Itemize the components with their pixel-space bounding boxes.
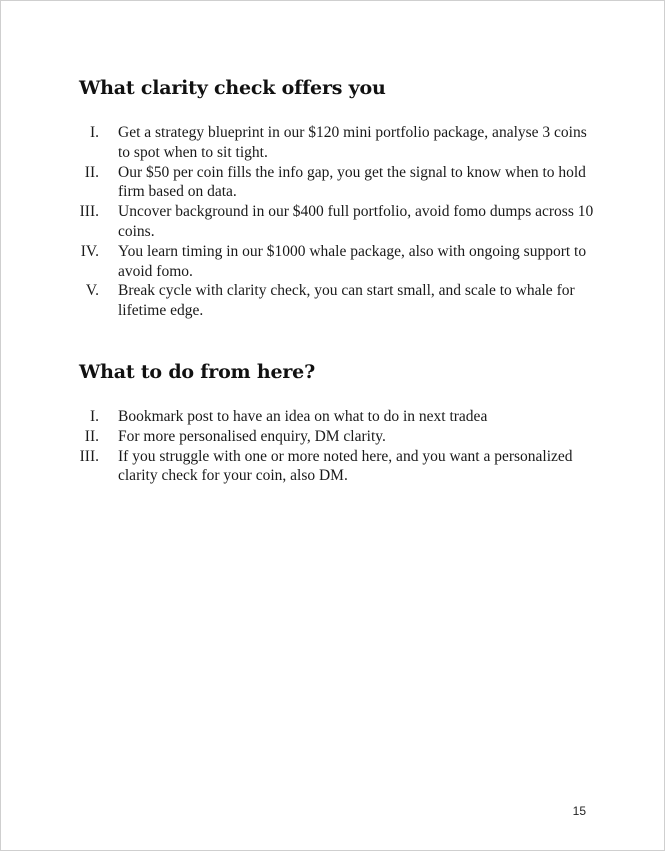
list-item-text: For more personalised enquiry, DM clarity. — [118, 427, 386, 445]
list-numeral: I. — [89, 408, 99, 425]
list-item-text: Get a strategy blueprint in our $120 mini portfolio package, analyse 3 coins to spot when to sit tight. — [118, 124, 587, 161]
list-item-text: Uncover background in our $400 full portfolio, avoid fomo dumps across 10 coins. — [118, 203, 594, 240]
list-item — [71, 447, 601, 487]
list-item — [71, 427, 601, 447]
list-item — [71, 123, 601, 163]
list-item-text: Bookmark post to have an idea on what to do in next tradea — [118, 408, 488, 425]
page-number: 15 — [572, 804, 586, 818]
list-item — [71, 281, 601, 321]
section-title-clarity-offers: What clarity check offers you — [79, 77, 386, 99]
clarity-offers-list — [71, 123, 601, 321]
list-numeral: II. — [84, 163, 99, 181]
list-item-text: If you struggle with one or more noted here, and you want a personalized clarity check for your coin, also DM. — [118, 447, 573, 485]
list-numeral: II. — [84, 427, 99, 445]
list-numeral: III. — [79, 203, 99, 221]
list-item — [71, 163, 601, 203]
list-item-text: Break cycle with clarity check, you can start small, and scale to whale for lifetime edge. — [118, 282, 575, 320]
list-numeral: III. — [79, 447, 99, 465]
next-steps-list — [71, 407, 601, 486]
list-numeral: V. — [85, 282, 99, 300]
list-item — [71, 242, 601, 282]
section-title-next-steps: What to do from here? — [79, 361, 315, 383]
list-item-text: You learn timing in our $1000 whale package, also with ongoing support to avoid fomo. — [118, 242, 587, 280]
list-item — [71, 202, 601, 242]
list-numeral: IV. — [80, 242, 99, 260]
list-numeral: I. — [89, 124, 99, 141]
list-item — [71, 407, 601, 427]
list-item-text: Our $50 per coin fills the info gap, you get the signal to know when to hold firm based on data. — [118, 163, 586, 201]
